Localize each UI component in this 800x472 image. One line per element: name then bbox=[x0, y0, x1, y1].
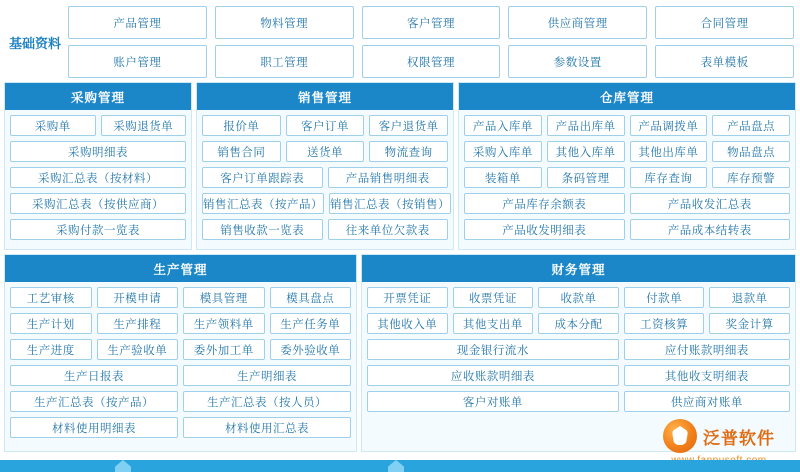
other-outbound-order[interactable]: 其他出库单 bbox=[630, 141, 708, 162]
sales-contract[interactable]: 销售合同 bbox=[202, 141, 281, 162]
production-summary-by-person[interactable]: 生产汇总表（按人员） bbox=[183, 391, 351, 412]
module-row bbox=[367, 391, 790, 412]
customer-statement[interactable]: 客户对账单 bbox=[367, 391, 619, 412]
basic-item-material-management[interactable]: 物料管理 bbox=[215, 6, 354, 39]
sales-summary-by-product[interactable]: 销售汇总表（按产品） bbox=[202, 193, 324, 214]
purchase-order[interactable]: 采购单 bbox=[10, 115, 96, 136]
mold-application[interactable]: 开模申请 bbox=[97, 287, 179, 308]
module-row bbox=[202, 141, 448, 162]
production-detail-report[interactable]: 生产明细表 bbox=[183, 365, 351, 386]
module-row bbox=[10, 167, 186, 188]
customer-return-order[interactable]: 客户退货单 bbox=[369, 115, 448, 136]
module-row bbox=[367, 313, 790, 334]
sales-summary-by-salesperson[interactable]: 销售汇总表（按销售） bbox=[329, 193, 451, 214]
module-row bbox=[202, 219, 448, 240]
material-stocktake[interactable]: 物品盘点 bbox=[712, 141, 790, 162]
product-transfer-order[interactable]: 产品调拨单 bbox=[630, 115, 708, 136]
delivery-note[interactable]: 送货单 bbox=[286, 141, 365, 162]
module-row bbox=[10, 115, 186, 136]
production-progress[interactable]: 生产进度 bbox=[10, 339, 92, 360]
production-plan[interactable]: 生产计划 bbox=[10, 313, 92, 334]
module-production-body bbox=[5, 282, 356, 440]
product-outbound-order[interactable]: 产品出库单 bbox=[547, 115, 625, 136]
partner-arrears-report[interactable]: 往来单位欠款表 bbox=[328, 219, 449, 240]
purchase-detail-report[interactable]: 采购明细表 bbox=[10, 141, 186, 162]
module-row bbox=[367, 287, 790, 308]
basic-item-staff-management[interactable]: 职工管理 bbox=[215, 45, 354, 78]
outsourcing-acceptance-order[interactable]: 委外验收单 bbox=[270, 339, 352, 360]
basic-data-section bbox=[0, 0, 800, 82]
module-row bbox=[10, 219, 186, 240]
module-row bbox=[10, 339, 351, 360]
production-summary-by-product[interactable]: 生产汇总表（按产品） bbox=[10, 391, 178, 412]
other-expense-order[interactable]: 其他支出单 bbox=[453, 313, 534, 334]
invoice-voucher[interactable]: 开票凭证 bbox=[367, 287, 448, 308]
module-production-title: 生产管理 bbox=[5, 255, 356, 282]
outsourcing-order[interactable]: 委外加工单 bbox=[183, 339, 265, 360]
other-income-expense-detail[interactable]: 其他收支明细表 bbox=[624, 365, 790, 386]
basic-data-grid bbox=[66, 4, 796, 80]
receivable-detail-report[interactable]: 应收账款明细表 bbox=[367, 365, 619, 386]
brand-name: 泛普软件 bbox=[703, 428, 775, 448]
module-warehouse-body bbox=[459, 110, 795, 242]
payment-order[interactable]: 付款单 bbox=[624, 287, 705, 308]
receipt-voucher[interactable]: 收票凭证 bbox=[453, 287, 534, 308]
basic-item-supplier-management[interactable]: 供应商管理 bbox=[508, 6, 647, 39]
module-production bbox=[4, 254, 357, 452]
barcode-management[interactable]: 条码管理 bbox=[547, 167, 625, 188]
module-row bbox=[464, 115, 790, 136]
product-inbound-order[interactable]: 产品入库单 bbox=[464, 115, 542, 136]
basic-item-product-management[interactable]: 产品管理 bbox=[68, 6, 207, 39]
module-finance-body bbox=[362, 282, 795, 414]
basic-item-contract-management[interactable]: 合同管理 bbox=[655, 6, 794, 39]
cost-allocation[interactable]: 成本分配 bbox=[538, 313, 619, 334]
module-row bbox=[367, 339, 790, 360]
purchase-payment-list[interactable]: 采购付款一览表 bbox=[10, 219, 186, 240]
product-stocktake[interactable]: 产品盘点 bbox=[712, 115, 790, 136]
supplier-statement[interactable]: 供应商对账单 bbox=[624, 391, 790, 412]
customer-order[interactable]: 客户订单 bbox=[286, 115, 365, 136]
product-sales-detail[interactable]: 产品销售明细表 bbox=[328, 167, 449, 188]
inventory-alert[interactable]: 库存预警 bbox=[712, 167, 790, 188]
production-task-order[interactable]: 生产任务单 bbox=[270, 313, 352, 334]
bottom-status-bar bbox=[0, 460, 800, 472]
production-picking-order[interactable]: 生产领料单 bbox=[183, 313, 265, 334]
module-row bbox=[10, 417, 351, 438]
salary-calculation[interactable]: 工资核算 bbox=[624, 313, 705, 334]
module-finance-title: 财务管理 bbox=[362, 255, 795, 282]
module-warehouse bbox=[458, 82, 796, 250]
basic-item-customer-management[interactable]: 客户管理 bbox=[362, 6, 501, 39]
module-row bbox=[10, 287, 351, 308]
purchase-inbound-order[interactable]: 采购入库单 bbox=[464, 141, 542, 162]
module-row bbox=[464, 141, 790, 162]
receipt-order[interactable]: 收款单 bbox=[538, 287, 619, 308]
logistics-query[interactable]: 物流查询 bbox=[369, 141, 448, 162]
basic-item-parameter-settings[interactable]: 参数设置 bbox=[508, 45, 647, 78]
module-sales-body bbox=[197, 110, 453, 242]
brand-logo-line bbox=[663, 419, 775, 453]
module-row bbox=[10, 365, 351, 386]
product-inventory-balance[interactable]: 产品库存余额表 bbox=[464, 193, 625, 214]
product-receipt-issue-detail[interactable]: 产品收发明细表 bbox=[464, 219, 625, 240]
module-row bbox=[10, 141, 186, 162]
sales-receipt-list[interactable]: 销售收款一览表 bbox=[202, 219, 323, 240]
other-inbound-order[interactable]: 其他入库单 bbox=[547, 141, 625, 162]
refund-order[interactable]: 退款单 bbox=[709, 287, 790, 308]
mold-stocktake[interactable]: 模具盘点 bbox=[270, 287, 352, 308]
mold-management[interactable]: 模具管理 bbox=[183, 287, 265, 308]
module-purchase-title: 采购管理 bbox=[5, 83, 191, 110]
packing-list[interactable]: 装箱单 bbox=[464, 167, 542, 188]
purchase-summary-by-material[interactable]: 采购汇总表（按材料） bbox=[10, 167, 186, 188]
module-sales bbox=[196, 82, 454, 250]
module-row bbox=[464, 167, 790, 188]
product-receipt-issue-summary[interactable]: 产品收发汇总表 bbox=[630, 193, 791, 214]
module-row bbox=[202, 115, 448, 136]
production-daily-report[interactable]: 生产日报表 bbox=[10, 365, 178, 386]
module-purchase-body bbox=[5, 110, 191, 242]
module-purchase bbox=[4, 82, 192, 250]
module-row bbox=[202, 167, 448, 188]
payable-detail-report[interactable]: 应付账款明细表 bbox=[624, 339, 790, 360]
module-row bbox=[202, 193, 448, 214]
product-cost-carryover[interactable]: 产品成本结转表 bbox=[630, 219, 791, 240]
module-row bbox=[367, 365, 790, 386]
module-row bbox=[10, 193, 186, 214]
bottom-marker-center bbox=[388, 460, 404, 472]
brand-logo bbox=[644, 419, 794, 466]
modules-row-top bbox=[0, 82, 800, 250]
flame-logo-icon bbox=[663, 419, 697, 453]
bonus-calculation[interactable]: 奖金计算 bbox=[709, 313, 790, 334]
quotation[interactable]: 报价单 bbox=[202, 115, 281, 136]
purchase-summary-by-supplier[interactable]: 采购汇总表（按供应商） bbox=[10, 193, 186, 214]
material-usage-summary[interactable]: 材料使用汇总表 bbox=[183, 417, 351, 438]
cash-bank-flow[interactable]: 现金银行流水 bbox=[367, 339, 619, 360]
other-income-order[interactable]: 其他收入单 bbox=[367, 313, 448, 334]
module-row bbox=[464, 219, 790, 240]
module-warehouse-title: 仓库管理 bbox=[459, 83, 795, 110]
customer-order-tracking[interactable]: 客户订单跟踪表 bbox=[202, 167, 323, 188]
purchase-return-order[interactable]: 采购退货单 bbox=[101, 115, 187, 136]
basic-item-account-management[interactable]: 账户管理 bbox=[68, 45, 207, 78]
production-acceptance-order[interactable]: 生产验收单 bbox=[97, 339, 179, 360]
basic-item-permission-management[interactable]: 权限管理 bbox=[362, 45, 501, 78]
process-review[interactable]: 工艺审核 bbox=[10, 287, 92, 308]
module-row bbox=[464, 193, 790, 214]
basic-data-label: 基础资料 bbox=[8, 35, 61, 51]
module-row bbox=[10, 313, 351, 334]
module-row bbox=[10, 391, 351, 412]
basic-item-form-template[interactable]: 表单模板 bbox=[655, 45, 794, 78]
production-scheduling[interactable]: 生产排程 bbox=[97, 313, 179, 334]
module-sales-title: 销售管理 bbox=[197, 83, 453, 110]
bottom-marker-left bbox=[115, 460, 131, 472]
inventory-query[interactable]: 库存查询 bbox=[630, 167, 708, 188]
material-usage-detail[interactable]: 材料使用明细表 bbox=[10, 417, 178, 438]
